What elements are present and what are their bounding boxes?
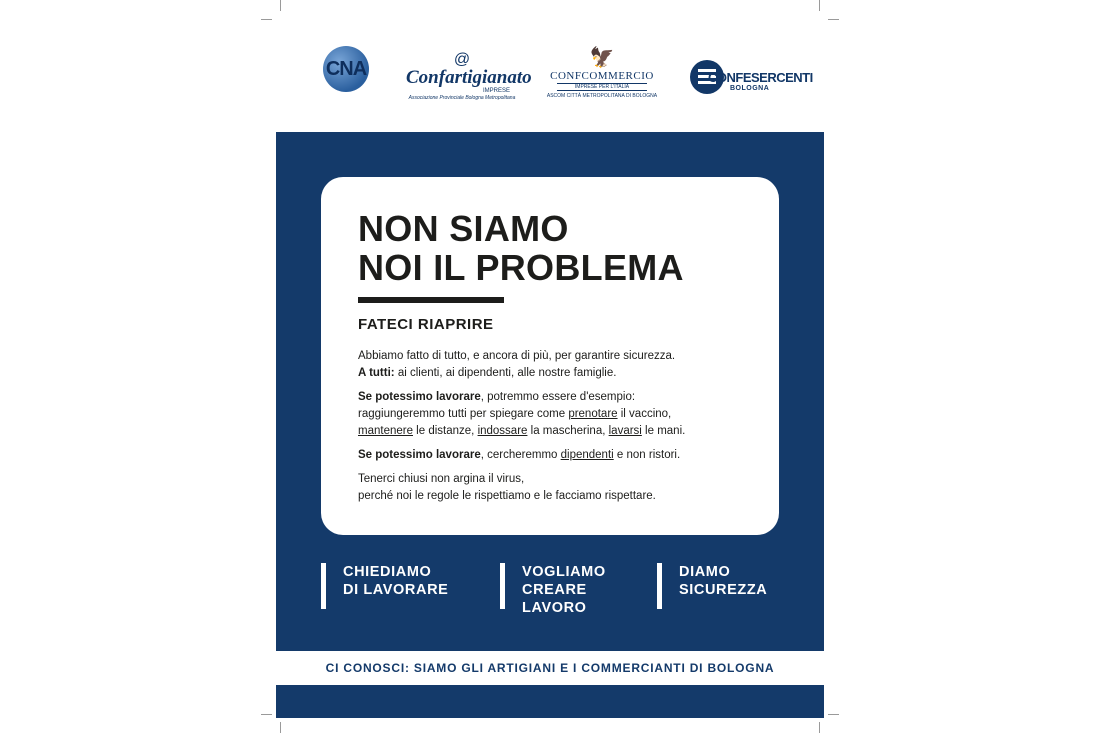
at-symbol-icon: @ [453,51,471,68]
poster [276,132,824,651]
cna-logo-text: CNA [325,58,367,80]
headline-line-2: NOI IL PROBLEMA [358,247,684,288]
crop-mark [261,19,272,20]
pillar-chiediamo: CHIEDIAMO DI LAVORARE [321,563,448,609]
confcommercio-assoc: ASCOM CITTÀ METROPOLITANA DI BOLOGNA [546,93,658,99]
confcommercio-sub: IMPRESE PER L'ITALIA [557,83,647,91]
crop-mark [261,714,272,715]
confesercenti-name: CONFESERCENTI [708,70,813,85]
crop-mark [828,19,839,20]
bottom-band [276,685,824,718]
logo-row [276,40,824,112]
paragraph-3: Se potessimo lavorare, cercheremmo dipendenti e non ristori. [358,449,681,461]
pillar-vogliamo: VOGLIAMO CREARE LAVORO [500,563,606,609]
eagle-icon: 🦅 [589,47,615,69]
subtitle: FATECI RIAPRIRE [358,316,494,333]
cna-logo [316,40,376,110]
paragraph-4: Tenerci chiusi non argina il virus, perché noi le regole le rispettiamo e le facciamo rispettare. [358,473,656,502]
headline [358,209,684,287]
paragraph-1: Abbiamo fatto di tutto, e ancora di più, per garantire sicurezza. A tutti: ai clienti, ai dipendenti, alle nostre famiglie. [358,350,676,379]
cna-globe-icon [323,46,369,92]
crop-mark [819,0,820,11]
crop-mark [819,722,820,733]
pillar-diamo: DIAMO SICUREZZA [657,563,767,609]
confartigianato-name: Confartigianato [406,67,532,88]
confcommercio-logo [546,40,658,110]
confartigianato-sub: IMPRESE [482,88,510,94]
crop-mark [828,714,839,715]
crop-mark [280,722,281,733]
confesercenti-city: BOLOGNA [730,85,770,92]
footer-tagline: CI CONOSCI: SIAMO GLI ARTIGIANI E I COMMERCIANTI DI BOLOGNA [276,651,824,685]
body-text [358,348,758,512]
headline-line-1: NON SIAMO [358,208,569,249]
paragraph-2: Se potessimo lavorare, potremmo essere d'esempio: raggiungeremmo tutti per spiegare come prenotare il vaccino, mantenere le distanze, indossare la mascherina, lavarsi le mani. [358,391,686,437]
confesercenti-logo [690,40,813,110]
headline-divider [358,297,504,303]
confartigianato-assoc: Associazione Provinciale Bologna Metropolitana [408,95,516,101]
confartigianato-logo [406,40,532,110]
crop-mark [280,0,281,11]
confcommercio-name: CONFCOMMERCIO [550,70,654,82]
message-card [321,177,779,535]
